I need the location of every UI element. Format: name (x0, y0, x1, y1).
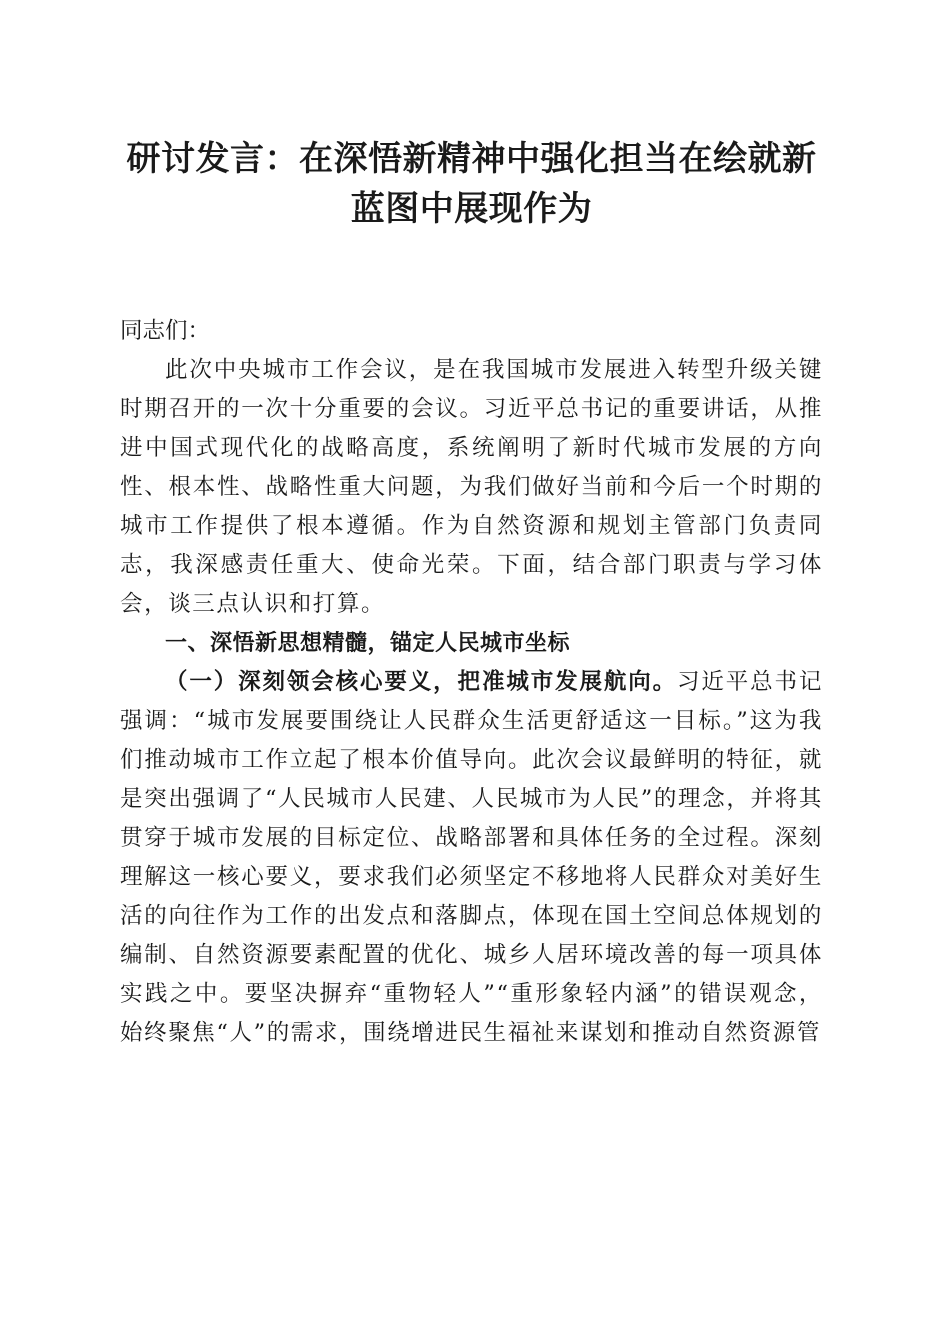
section-1-heading: 一、深悟新思想精髓，锚定人民城市坐标 (165, 631, 571, 656)
document-page (120, 134, 823, 1053)
subsection-1-lead: （一）深刻领会核心要义，把准城市发展航向。 (165, 669, 677, 695)
document-title-line-2: 蓝图中展现作为 (350, 189, 593, 229)
salutation: 同志们： (120, 318, 211, 344)
document-title-line-1: 研讨发言：在深悟新精神中强化担当在绘就新 (126, 139, 817, 179)
document-title (120, 134, 823, 234)
subsection-1-body: 习近平总书记强调：“城市发展要围绕让人民群众生活更舒适这一目标。”这为我们推动城市工作立起了根本价值导向。此次会议最鲜明的特征，就是突出强调了“人民城市人民建、人民城市为人民”的理念，并将其贯穿于城市发展的目标定位、战略部署和具体任务的全过程。深刻理解这一核心要义，要求我们必须坚定不移地将人民群众对美好生活的向往作为工作的出发点和落脚点，体现在国土空间总体规划的编制、自然资源要素配置的优化、城乡人居环境改善的每一项具体实践之中。要坚决摒弃“重物轻人”“重形象轻内涵”的错误观念，始终聚焦“人”的需求，围绕增进民生福祉来谋划和推动自然资源管 (120, 669, 823, 1046)
intro-paragraph: 此次中央城市工作会议，是在我国城市发展进入转型升级关键时期召开的一次十分重要的会议。习近平总书记的重要讲话，从推进中国式现代化的战略高度，系统阐明了新时代城市发展的方向性、根本性、战略性重大问题，为我们做好当前和今后一个时期的城市工作提供了根本遵循。作为自然资源和规划主管部门负责同志，我深感责任重大、使命光荣。下面，结合部门职责与学习体会，谈三点认识和打算。 (120, 357, 823, 617)
subsection-1-paragraph (120, 663, 823, 1053)
